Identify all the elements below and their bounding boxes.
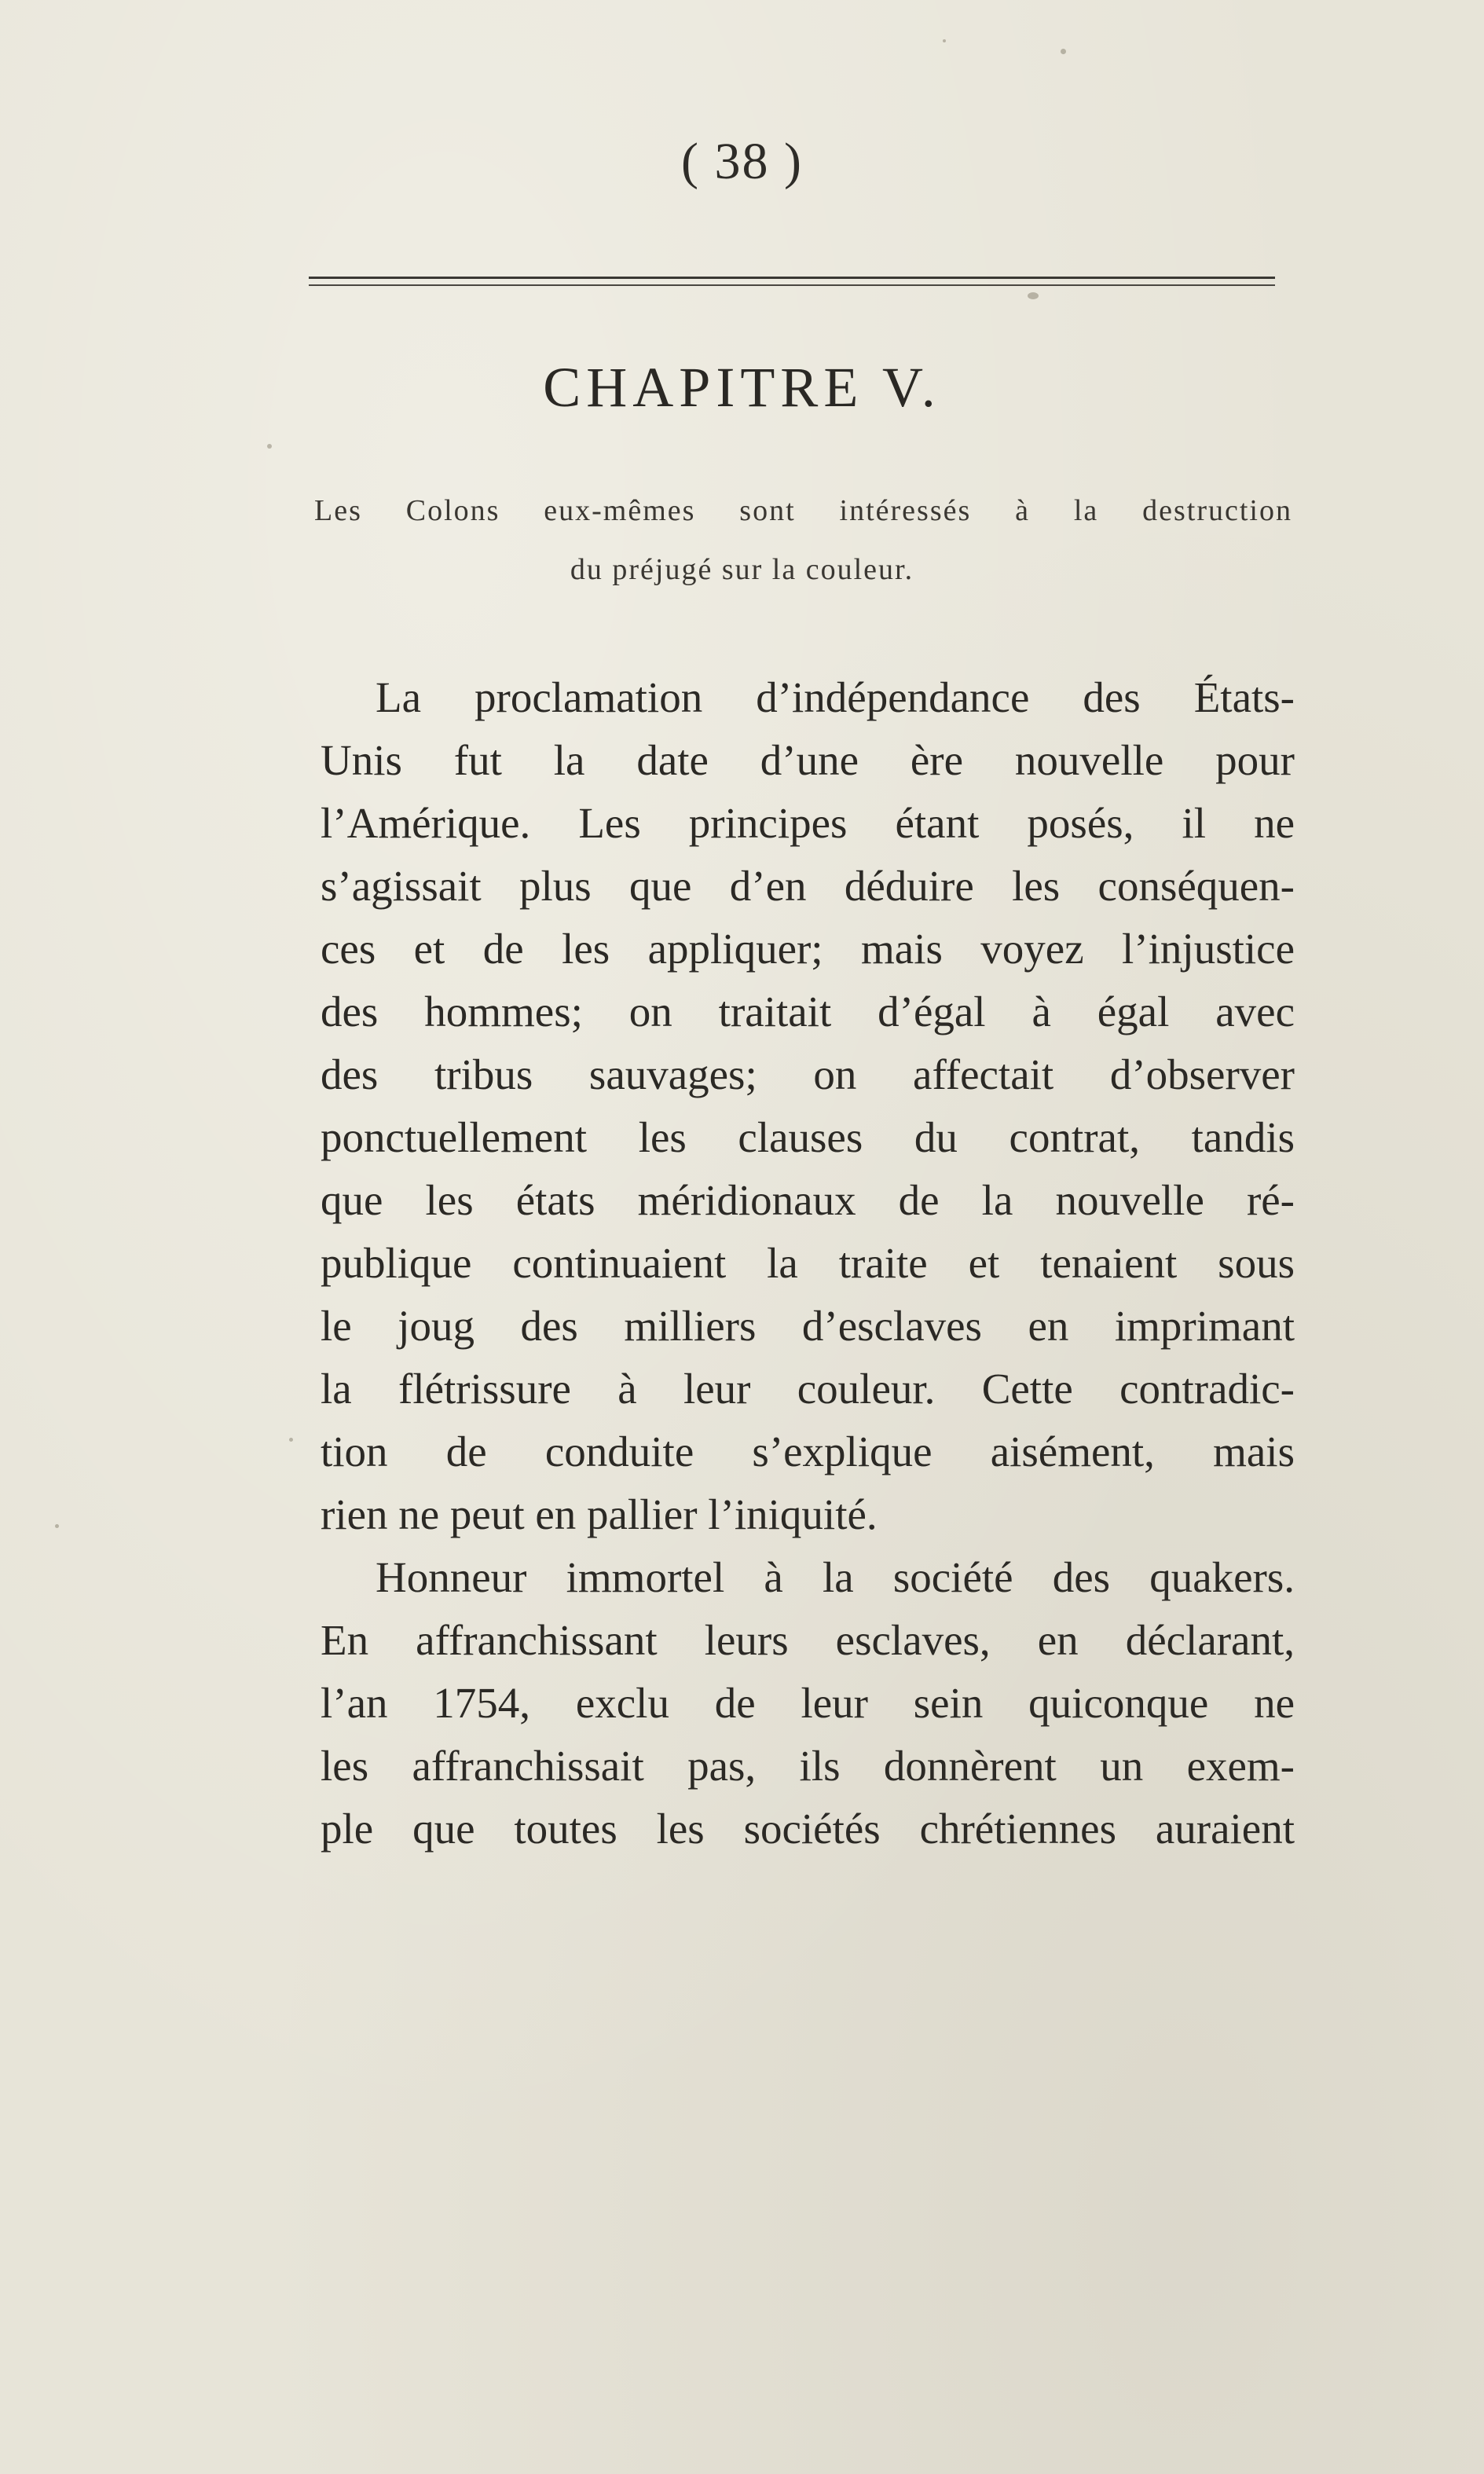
text-line: le joug des milliers d’esclaves en imprimant: [321, 1302, 1295, 1350]
paper-speck: [289, 1438, 293, 1442]
chapter-title: CHAPITRE V.: [543, 356, 941, 419]
chapter-summary-line: du préjugé sur la couleur.: [570, 553, 914, 586]
header-rule-thin: [309, 284, 1275, 286]
text-line: des tribus sauvages; on affectait d’observer: [321, 1050, 1295, 1098]
header-rule: [309, 277, 1275, 279]
text-line: s’agissait plus que d’en déduire les conséquen-: [321, 862, 1295, 910]
text-line: l’an 1754, exclu de leur sein quiconque ne: [321, 1679, 1295, 1727]
text-line: que les états méridionaux de la nouvelle ré-: [321, 1176, 1295, 1224]
paper-speck: [55, 1524, 59, 1528]
text-line: des hommes; on traitait d’égal à égal avec: [321, 988, 1295, 1035]
text-line: Honneur immortel à la société des quakers.: [376, 1553, 1295, 1601]
page-number: ( 38 ): [681, 133, 803, 190]
text-line: La proclamation d’indépendance des États-: [376, 673, 1295, 721]
text-line: Unis fut la date d’une ère nouvelle pour: [321, 736, 1295, 784]
text-line: ple que toutes les sociétés chrétiennes auraient: [321, 1805, 1295, 1853]
text-line: l’Amérique. Les principes étant posés, il ne: [321, 799, 1295, 847]
text-line: En affranchissant leurs esclaves, en déclarant,: [321, 1616, 1295, 1664]
text-line: rien ne peut en pallier l’iniquité.: [321, 1490, 878, 1538]
paper-speck: [1028, 292, 1039, 299]
text-line: la flétrissure à leur couleur. Cette contradic-: [321, 1365, 1295, 1413]
paper-speck: [943, 39, 946, 42]
chapter-summary-line: Les Colons eux-mêmes sont intéressés à la destruction: [314, 494, 1292, 527]
text-line: ces et de les appliquer; mais voyez l’injustice: [321, 925, 1295, 973]
text-line: ponctuellement les clauses du contrat, tandis: [321, 1113, 1295, 1161]
paper-speck: [1061, 49, 1066, 54]
text-line: tion de conduite s’explique aisément, mais: [321, 1428, 1295, 1475]
paper-speck: [267, 444, 272, 449]
text-line: les affranchissait pas, ils donnèrent un exem-: [321, 1742, 1295, 1790]
text-line: publique continuaient la traite et tenaient sous: [321, 1239, 1295, 1287]
